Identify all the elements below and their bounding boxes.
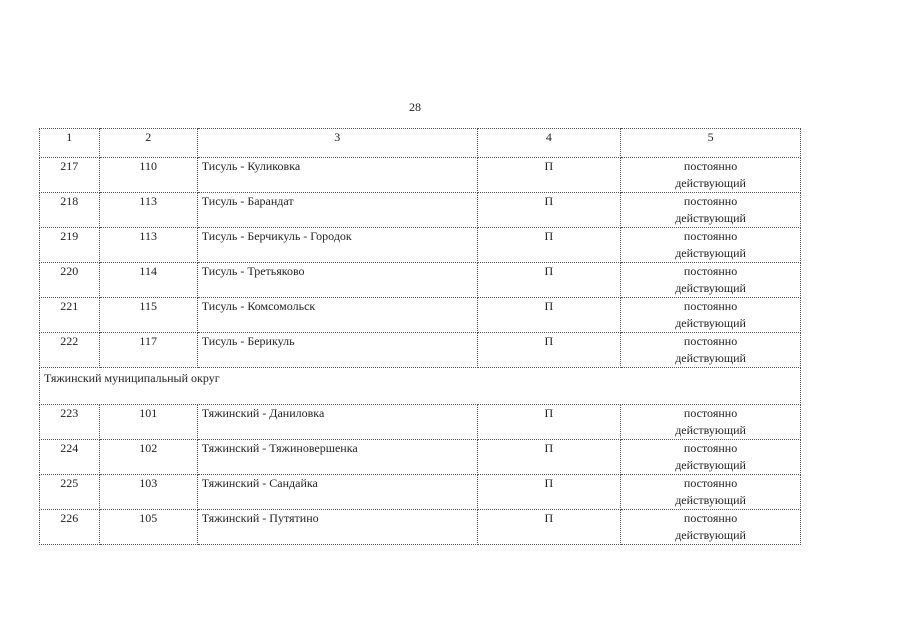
status-line-1: постоянно bbox=[683, 264, 738, 278]
status-line-2: действующий bbox=[675, 211, 746, 225]
row-number: 219 bbox=[40, 228, 100, 263]
route-type: П bbox=[477, 298, 621, 333]
status-line-2: действующий bbox=[675, 176, 746, 190]
route-code: 113 bbox=[99, 228, 197, 263]
route-name: Тяжинский - Путятино bbox=[197, 510, 477, 545]
route-status bbox=[621, 333, 801, 368]
row-number: 220 bbox=[40, 263, 100, 298]
route-type: П bbox=[477, 228, 621, 263]
route-type: П bbox=[477, 475, 621, 510]
status-line-2: действующий bbox=[675, 423, 746, 437]
route-code: 105 bbox=[99, 510, 197, 545]
route-code: 113 bbox=[99, 193, 197, 228]
status-line-2: действующий bbox=[675, 351, 746, 365]
route-name: Тисуль - Барандат bbox=[197, 193, 477, 228]
row-number: 221 bbox=[40, 298, 100, 333]
status-line-2: действующий bbox=[675, 458, 746, 472]
row-number: 223 bbox=[40, 405, 100, 440]
route-code: 110 bbox=[99, 158, 197, 193]
status-line-1: постоянно bbox=[683, 511, 738, 525]
route-status bbox=[621, 298, 801, 333]
route-type: П bbox=[477, 510, 621, 545]
status-line-2: действующий bbox=[675, 528, 746, 542]
table-row bbox=[40, 510, 801, 545]
route-code: 103 bbox=[99, 475, 197, 510]
header-col-3: 3 bbox=[197, 129, 477, 158]
table-row bbox=[40, 228, 801, 263]
status-line-2: действующий bbox=[675, 493, 746, 507]
route-name: Тяжинский - Тяжиновершенка bbox=[197, 440, 477, 475]
route-type: П bbox=[477, 193, 621, 228]
row-number: 224 bbox=[40, 440, 100, 475]
route-name: Тисуль - Комсомольск bbox=[197, 298, 477, 333]
route-status bbox=[621, 193, 801, 228]
route-name: Тисуль - Третьяково bbox=[197, 263, 477, 298]
table-row bbox=[40, 193, 801, 228]
table-header-row bbox=[40, 129, 801, 158]
table-row bbox=[40, 405, 801, 440]
table-row bbox=[40, 475, 801, 510]
table-row bbox=[40, 298, 801, 333]
header-col-4: 4 bbox=[477, 129, 621, 158]
section-title: Тяжинский муниципальный округ bbox=[40, 368, 801, 405]
route-type: П bbox=[477, 440, 621, 475]
status-line-2: действующий bbox=[675, 316, 746, 330]
status-line-1: постоянно bbox=[683, 476, 738, 490]
header-col-5: 5 bbox=[621, 129, 801, 158]
route-status bbox=[621, 475, 801, 510]
route-name: Тисуль - Берикуль bbox=[197, 333, 477, 368]
route-name: Тяжинский - Даниловка bbox=[197, 405, 477, 440]
route-type: П bbox=[477, 263, 621, 298]
status-line-1: постоянно bbox=[683, 229, 738, 243]
table-row bbox=[40, 333, 801, 368]
row-number: 217 bbox=[40, 158, 100, 193]
route-code: 114 bbox=[99, 263, 197, 298]
status-line-1: постоянно bbox=[683, 334, 738, 348]
route-code: 117 bbox=[99, 333, 197, 368]
route-type: П bbox=[477, 158, 621, 193]
route-name: Тисуль - Куликовка bbox=[197, 158, 477, 193]
status-line-2: действующий bbox=[675, 246, 746, 260]
route-name: Тяжинский - Сандайка bbox=[197, 475, 477, 510]
routes-table bbox=[39, 128, 801, 545]
route-code: 102 bbox=[99, 440, 197, 475]
status-line-2: действующий bbox=[675, 281, 746, 295]
route-status bbox=[621, 510, 801, 545]
route-status bbox=[621, 158, 801, 193]
header-col-2: 2 bbox=[99, 129, 197, 158]
header-col-1: 1 bbox=[40, 129, 100, 158]
route-code: 101 bbox=[99, 405, 197, 440]
status-line-1: постоянно bbox=[683, 406, 738, 420]
status-line-1: постоянно bbox=[683, 441, 738, 455]
route-status bbox=[621, 405, 801, 440]
route-status bbox=[621, 228, 801, 263]
row-number: 226 bbox=[40, 510, 100, 545]
row-number: 225 bbox=[40, 475, 100, 510]
status-line-1: постоянно bbox=[683, 299, 738, 313]
route-name: Тисуль - Берчикуль - Городок bbox=[197, 228, 477, 263]
route-type: П bbox=[477, 405, 621, 440]
row-number: 222 bbox=[40, 333, 100, 368]
status-line-1: постоянно bbox=[683, 194, 738, 208]
route-code: 115 bbox=[99, 298, 197, 333]
route-type: П bbox=[477, 333, 621, 368]
page-number: 28 bbox=[409, 100, 421, 114]
section-header-row bbox=[40, 368, 801, 405]
status-line-1: постоянно bbox=[683, 159, 738, 173]
table-row bbox=[40, 158, 801, 193]
table-row bbox=[40, 440, 801, 475]
table-row bbox=[40, 263, 801, 298]
route-status bbox=[621, 440, 801, 475]
row-number: 218 bbox=[40, 193, 100, 228]
route-status bbox=[621, 263, 801, 298]
